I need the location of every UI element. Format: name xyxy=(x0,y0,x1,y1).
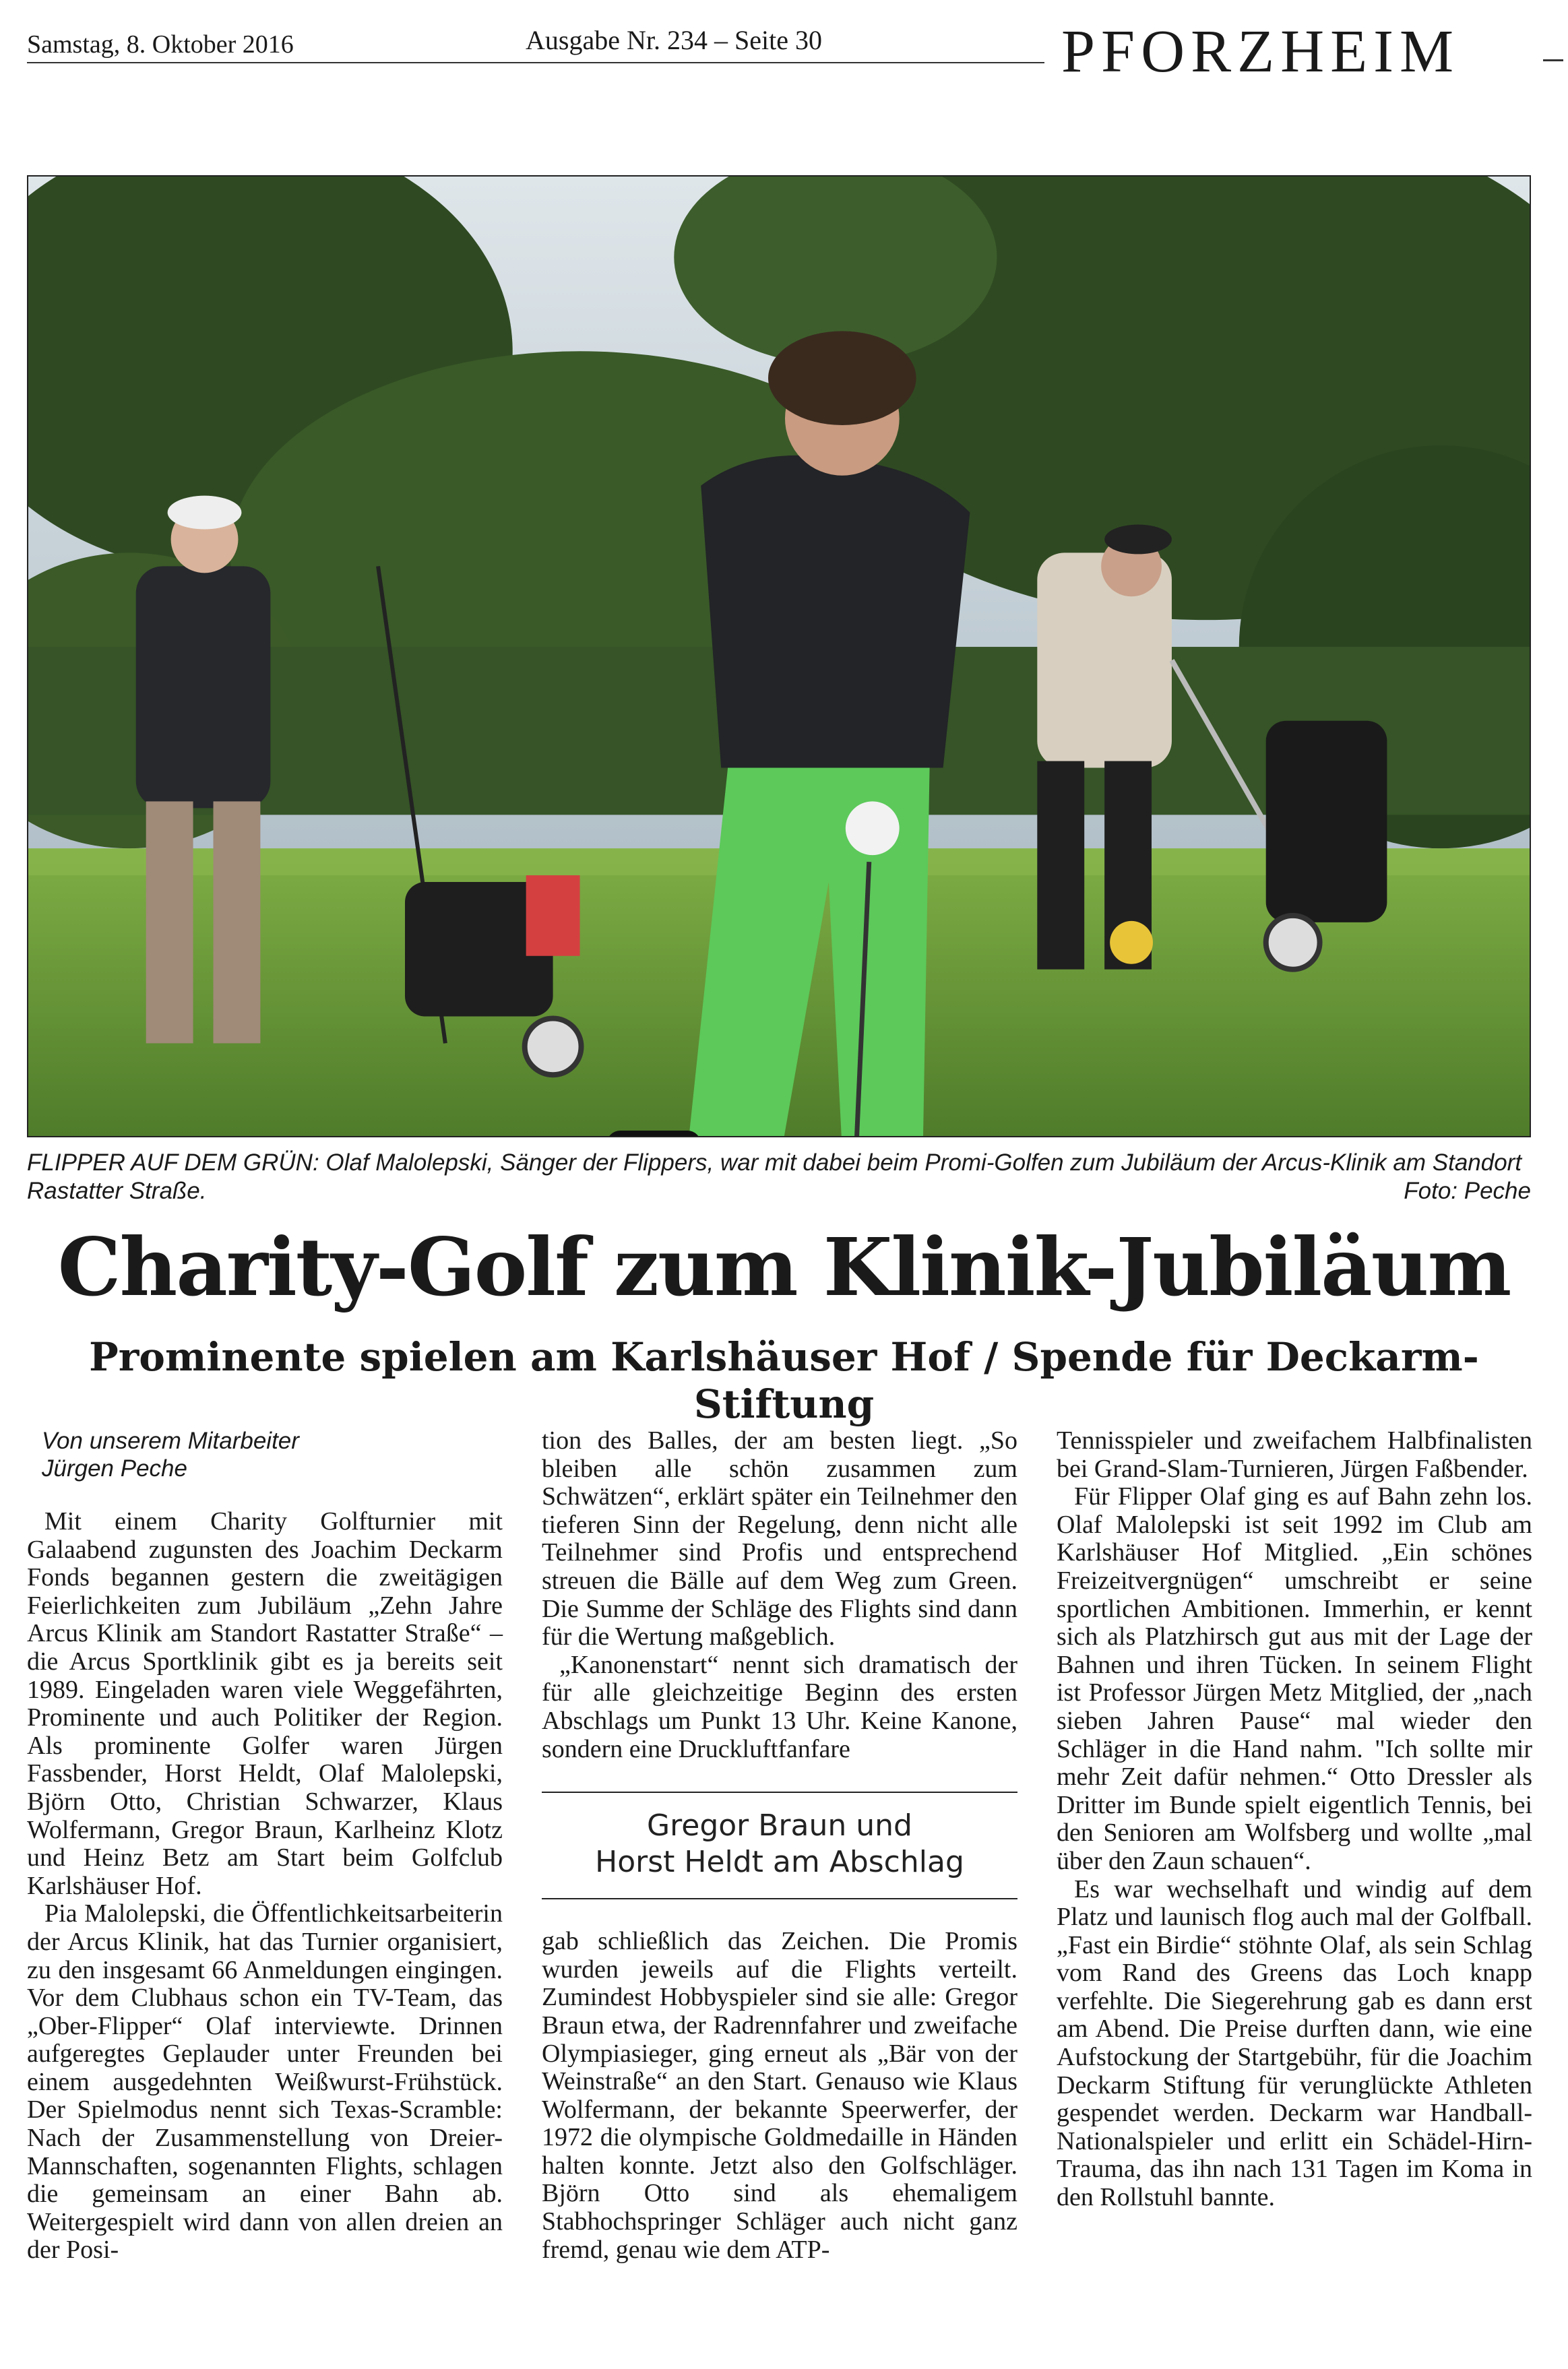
issue-date: Samstag, 8. Oktober 2016 xyxy=(27,30,294,59)
article-column-3 xyxy=(1057,1427,1532,2212)
byline xyxy=(42,1427,503,1482)
article-column-1 xyxy=(27,1427,503,2265)
golf-scene-illustration xyxy=(28,177,1530,1136)
headline: Charity-Golf zum Klinik-Jubiläum xyxy=(57,1220,1511,1314)
golfer-right xyxy=(1037,525,1172,970)
section-title: PFORZHEIM xyxy=(1061,18,1460,85)
paragraph: Für Flipper Olaf ging es auf Bahn zehn los. Olaf Malolepski ist seit 1992 im Club am Karlshäuser Hof Mitglied. „Ein schönes Freizeitvergnügen“ umschreibt er seine sportlichen Ambitionen. Immerhin, er kennt sich als Platzhirsch gut aus mit der Lage der Bahnen und ihren Tücken. In seinem Flight ist Professor Jürgen Metz Mitglied, der „nach sieben Jahren Pause“ mal wieder den Schläger in die Hand nahm. "Ich sollte mir mehr Zeit dafür nehmen.“ Otto Dressler als Dritter im Bunde spielt eigentlich Tennis, bei den Senioren am Wolfsberg und wollte „mal über den Zaun schauen“. xyxy=(1057,1482,1532,1875)
issue-number: Ausgabe Nr. 234 – Seite 30 xyxy=(526,25,822,55)
subheadline: Prominente spielen am Karlshäuser Hof / Spende für Deckarm-Stiftung xyxy=(89,1334,1479,1427)
paragraph: Mit einem Charity Golfturnier mit Galaabend zugunsten des Joachim Deckarm Fonds begannen gestern die zweitägigen Feierlichkeiten zum Jubiläum „Zehn Jahre Arcus Klinik am Standort Rastatter Straße“ – die Arcus Sportklinik gibt es ja bereits seit 1989. Eingeladen waren viele Weggefährten, Prominente und auch Politiker der Region. Als prominente Golfer waren Jürgen Fassbender, Horst Heldt, Olaf Malolepski, Björn Otto, Christian Schwarzer, Klaus Wolfermann, Gregor Braun, Karlheinz Klotz und Heinz Betz am Start beim Golfclub Karlshäuser Hof. xyxy=(27,1507,503,1900)
photo-credit: Foto: Peche xyxy=(1404,1178,1531,1204)
paragraph: tion des Balles, der am besten liegt. „So bleiben alle schön zusammen zum Schwätzen“, erklärt später ein Teilnehmer den tieferen Sinn der Regelung, denn nicht alle Teilnehmer sind Profis und entsprechend streuen die Bälle auf dem Weg zum Green. Die Summe der Schläge des Flights sind dann für die Wertung maßgeblich. xyxy=(542,1426,1017,1651)
paragraph: Pia Malolepski, die Öffentlichkeitsarbeiterin der Arcus Klinik, hat das Turnier organisiert, zu den insgesamt 66 Anmeldungen eingingen. Vor dem Clubhaus schon ein TV-Team, das „Ober-Flipper“ Olaf interviewte. Drinnen aufgeregtes Geplauder unter Freunden bei einem ausgedehnten Weißwurst-Frühstück. Der Spielmodus nennt sich Texas-Scramble: Nach der Zusammenstellung von Dreier-Mannschaften, sogenannten Flights, schlagen die gemeinsam an einer Bahn ab. Weitergespielt wird dann von allen dreien an der Posi- xyxy=(27,1899,503,2265)
intertitle-line-1: Gregor Braun und xyxy=(647,1808,912,1843)
caption-text: FLIPPER AUF DEM GRÜN: Olaf Malolepski, Sänger der Flippers, war mit dabei beim Promi-Golfen zum Jubiläum der Arcus-Klinik am Standort Rastatter Straße. xyxy=(27,1149,1522,1204)
paragraph: Es war wechselhaft und windig auf dem Platz und launisch flog auch mal der Golfball. „Fast ein Birdie“ stöhnte Olaf, als sein Schlag vom Rand des Greens das Loch knapp verfehlte. Die Siegerehrung gab es dann erst am Abend. Die Preise durften dann, wie eine Aufstockung der Startgebühr, für die Joachim Deckarm Stiftung für verunglückte Athleten gespendet werden. Deckarm war Handball-Nationalspieler und erlitt ein Schädel-Hirn-Trauma, das ihn nach 131 Tagen im Koma in den Rollstuhl bannte. xyxy=(1057,1874,1532,2212)
header-rule xyxy=(27,62,1044,63)
article-photo xyxy=(27,175,1531,1137)
paragraph: gab schließlich das Zeichen. Die Promis wurden jeweils auf die Flights verteilt. Zumindest Hobbyspieler sind sie alle: Gregor Braun etwa, der Radrennfahrer und zweifache Olympiasieger, ging erneut als „Bär von der Weinstraße“ an den Start. Genauso wie Klaus Wolfermann, der bekannte Speerwerfer, der 1972 die olympische Goldmedaille in Händen halten konnte. Jetzt also den Golfschläger. Björn Otto sind als ehemaligem Stabhochspringer Schläger auch nicht ganz fremd, genau wie dem ATP- xyxy=(542,1927,1017,2264)
intertitle-line-2: Horst Heldt am Abschlag xyxy=(595,1845,964,1880)
photo-caption xyxy=(27,1149,1531,1205)
article-column-2 xyxy=(542,1427,1017,2264)
byline-author: Jürgen Peche xyxy=(42,1455,187,1482)
header-dash xyxy=(1543,59,1563,61)
intertitle xyxy=(542,1792,1017,1899)
paragraph: „Kanonenstart“ nennt sich dramatisch der für alle gleichzeitige Beginn des ersten Abschlags um Punkt 13 Uhr. Keine Kanone, sondern eine Druckluftfanfare xyxy=(542,1650,1017,1763)
paragraph: Tennisspieler und zweifachem Halbfinalisten bei Grand-Slam-Turnieren, Jürgen Faßbender. xyxy=(1057,1426,1532,1483)
byline-role: Von unserem Mitarbeiter xyxy=(42,1428,299,1454)
